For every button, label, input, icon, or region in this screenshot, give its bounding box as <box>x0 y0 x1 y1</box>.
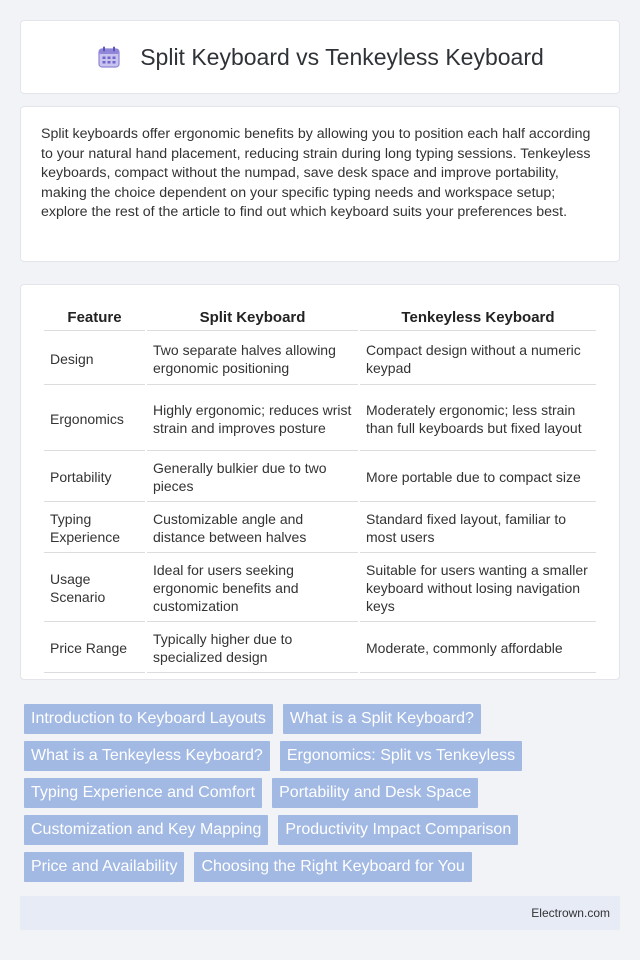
comparison-table <box>42 305 598 675</box>
calendar-icon <box>96 44 122 70</box>
nav-link-introduction[interactable]: Introduction to Keyboard Layouts <box>24 704 273 734</box>
article-navigation <box>20 702 620 887</box>
table-cell-tenkeyless: Compact design without a numeric keypad <box>360 333 596 385</box>
nav-link-tenkeyless-keyboard[interactable]: What is a Tenkeyless Keyboard? <box>24 741 270 771</box>
nav-link-portability[interactable]: Portability and Desk Space <box>272 778 478 808</box>
nav-link-split-keyboard[interactable]: What is a Split Keyboard? <box>283 704 481 734</box>
table-row <box>44 555 596 622</box>
header-feature: Feature <box>44 307 145 331</box>
header-split-keyboard: Split Keyboard <box>147 307 358 331</box>
table-cell-split: Generally bulkier due to two pieces <box>147 453 358 502</box>
table-cell-feature: Usage Scenario <box>44 555 145 622</box>
nav-link-ergonomics[interactable]: Ergonomics: Split vs Tenkeyless <box>280 741 522 771</box>
intro-paragraph: Split keyboards offer ergonomic benefits by allowing you to position each half according to your natural hand placement, reducing strain during long typing sessions. Tenkeyless keyboards, compact without the numpad, save desk space and improve portability, making the choice dependent on your specific typing needs and workspace setup; explore the rest of the article to find out which keyboard suits your preferences best. <box>41 126 591 221</box>
table-header-row <box>44 307 596 331</box>
table-cell-tenkeyless: Standard fixed layout, familiar to most users <box>360 504 596 553</box>
comparison-table-card <box>20 284 620 680</box>
footer-brand: Electrown.com <box>531 906 610 920</box>
nav-link-customization[interactable]: Customization and Key Mapping <box>24 815 268 845</box>
table-row <box>44 453 596 502</box>
table-cell-feature: Design <box>44 333 145 385</box>
table-cell-tenkeyless: More portable due to compact size <box>360 453 596 502</box>
table-cell-feature: Typing Experience <box>44 504 145 553</box>
table-row <box>44 387 596 451</box>
table-row <box>44 333 596 385</box>
nav-link-choosing[interactable]: Choosing the Right Keyboard for You <box>194 852 471 882</box>
nav-link-typing-experience[interactable]: Typing Experience and Comfort <box>24 778 262 808</box>
nav-link-price[interactable]: Price and Availability <box>24 852 184 882</box>
table-row <box>44 624 596 673</box>
table-cell-feature: Price Range <box>44 624 145 673</box>
table-cell-split: Highly ergonomic; reduces wrist strain and improves posture <box>147 387 358 451</box>
table-row <box>44 504 596 553</box>
table-cell-feature: Portability <box>44 453 145 502</box>
intro-card <box>20 106 620 262</box>
header-tenkeyless-keyboard: Tenkeyless Keyboard <box>360 307 596 331</box>
page-title: Split Keyboard vs Tenkeyless Keyboard <box>140 43 544 70</box>
title-card <box>20 20 620 94</box>
table-cell-split: Two separate halves allowing ergonomic positioning <box>147 333 358 385</box>
table-cell-tenkeyless: Suitable for users wanting a smaller keyboard without losing navigation keys <box>360 555 596 622</box>
table-cell-feature: Ergonomics <box>44 387 145 451</box>
table-cell-split: Ideal for users seeking ergonomic benefits and customization <box>147 555 358 622</box>
nav-link-productivity[interactable]: Productivity Impact Comparison <box>278 815 518 845</box>
footer <box>20 896 620 930</box>
table-cell-tenkeyless: Moderately ergonomic; less strain than full keyboards but fixed layout <box>360 387 596 451</box>
table-cell-split: Typically higher due to specialized design <box>147 624 358 673</box>
table-cell-split: Customizable angle and distance between halves <box>147 504 358 553</box>
table-cell-tenkeyless: Moderate, commonly affordable <box>360 624 596 673</box>
